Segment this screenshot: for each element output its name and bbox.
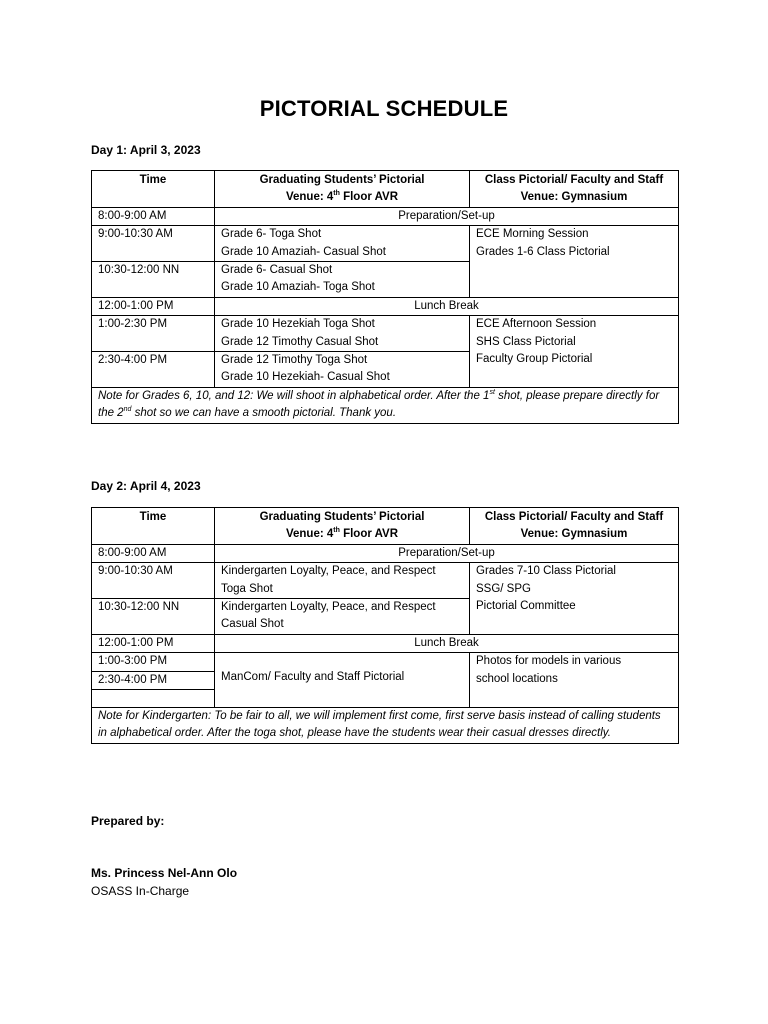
header-col2-venue [221,189,463,206]
table-header-row [92,508,679,545]
table-row [92,653,679,671]
venue-prefix: Venue: 4 [285,528,334,541]
header-col3-title: Class Pictorial/ Faculty and Staff [484,174,664,186]
afternoon-activity-cell: ManCom/ Faculty and Staff Pictorial [215,653,470,708]
time-cell: 9:00-10:30 AM [92,563,215,599]
gym-morning-cell [470,563,679,635]
venue-suffix: Floor AVR [339,191,399,204]
note-text: Note for Grades 6, 10, and 12: We will shoot in alphabetical order. After the 1 [98,389,490,402]
activity-line: Grade 10 Amaziah- Casual Shot [221,245,386,258]
page-title: PICTORIAL SCHEDULE [259,96,509,121]
activity-cell [215,352,470,388]
venue-sup: th [333,190,340,198]
activity-line: Kindergarten Loyalty, Peace, and Respect [221,601,436,614]
prepared-by-label: Prepared by: [91,814,165,828]
gym-line: ECE Morning Session [476,228,589,241]
activity-line: Toga Shot [221,582,273,595]
header-class-pictorial [470,508,679,545]
day1-note [92,387,679,423]
activity-line: Grade 10 Hezekiah- Casual Shot [221,371,390,384]
span-cell: Lunch Break [215,634,679,652]
note-text: shot so we can have a smooth pictorial. Thank you. [131,407,397,420]
activity-line: Grade 12 Timothy Toga Shot [221,354,368,367]
gym-line: SSG/ SPG [476,582,531,595]
note-row [92,387,679,423]
time-cell: 2:30-4:00 PM [92,671,215,689]
activity-line: Grade 6- Casual Shot [221,264,333,277]
header-graduating-pictorial [215,171,470,208]
activity-cell [215,563,470,599]
gym-afternoon-cell [470,653,679,708]
table-row [92,634,679,652]
signatory-role: OSASS In-Charge [91,884,190,898]
gym-line: Photos for models in various [476,655,622,668]
header-col3-venue: Venue: Gymnasium [520,191,628,204]
table-row [92,226,679,262]
time-cell: 10:30-12:00 NN [92,599,215,635]
day2-schedule-table [91,507,679,744]
span-cell: Preparation/Set-up [215,544,679,562]
gym-morning-cell [470,226,679,298]
gym-afternoon-cell [470,316,679,388]
header-time: Time [92,508,215,545]
venue-suffix: Floor AVR [339,528,399,541]
activity-line: Grade 10 Amaziah- Toga Shot [221,281,375,294]
time-cell: 1:00-3:00 PM [92,653,215,671]
time-cell: 9:00-10:30 AM [92,226,215,262]
gym-line: school locations [476,672,558,685]
header-col3-venue: Venue: Gymnasium [520,528,628,541]
span-cell: Preparation/Set-up [215,207,679,225]
span-cell: Lunch Break [215,297,679,315]
header-time: Time [92,171,215,208]
header-graduating-pictorial [215,508,470,545]
time-cell: 8:00-9:00 AM [92,207,215,225]
signatory-name: Ms. Princess Nel-Ann Olo [91,866,238,880]
header-col3-title: Class Pictorial/ Faculty and Staff [484,511,664,523]
gym-line: SHS Class Pictorial [476,335,576,348]
activity-line: Kindergarten Loyalty, Peace, and Respect [221,565,436,578]
gym-line: Grades 7-10 Class Pictorial [476,565,616,578]
table-row [92,563,679,599]
header-col2-venue [221,526,463,543]
time-cell: 12:00-1:00 PM [92,297,215,315]
note-row [92,708,679,744]
activity-cell [215,316,470,352]
activity-cell [215,599,470,635]
day2-heading: Day 2: April 4, 2023 [91,479,201,493]
header-col2-title: Graduating Students’ Pictorial [259,174,425,186]
table-row [92,316,679,352]
activity-line: Grade 12 Timothy Casual Shot [221,335,379,348]
time-cell: 10:30-12:00 NN [92,262,215,298]
time-cell: 2:30-4:00 PM [92,352,215,388]
time-cell: 8:00-9:00 AM [92,544,215,562]
gym-line: Faculty Group Pictorial [476,353,593,366]
gym-line: Pictorial Committee [476,600,576,613]
table-row [92,207,679,225]
empty-time-cell [92,690,215,708]
venue-sup: th [333,527,340,535]
time-cell: 1:00-2:30 PM [92,316,215,352]
time-cell: 12:00-1:00 PM [92,634,215,652]
gym-line: Grades 1-6 Class Pictorial [476,245,610,258]
table-row [92,297,679,315]
header-col2-title: Graduating Students’ Pictorial [259,511,425,523]
day1-schedule-table [91,170,679,424]
day1-heading: Day 1: April 3, 2023 [91,143,201,157]
table-header-row [92,171,679,208]
gym-line: ECE Afternoon Session [476,318,597,331]
table-row [92,544,679,562]
note-sup: st [489,388,495,396]
note-sup: nd [123,406,132,414]
activity-cell [215,262,470,298]
activity-line: Casual Shot [221,618,284,631]
venue-prefix: Venue: 4 [285,191,334,204]
day2-note: Note for Kindergarten: To be fair to all, we will implement first come, first serve basis instead of calling students in alphabetical order. After the toga shot, please have the students wear their casual dresses directly. [92,708,679,744]
activity-line: Grade 10 Hezekiah Toga Shot [221,318,375,331]
activity-line: Grade 6- Toga Shot [221,228,322,241]
activity-cell [215,226,470,262]
note-text: shot, please prepare directly for the 2 [98,389,660,420]
header-class-pictorial [470,171,679,208]
